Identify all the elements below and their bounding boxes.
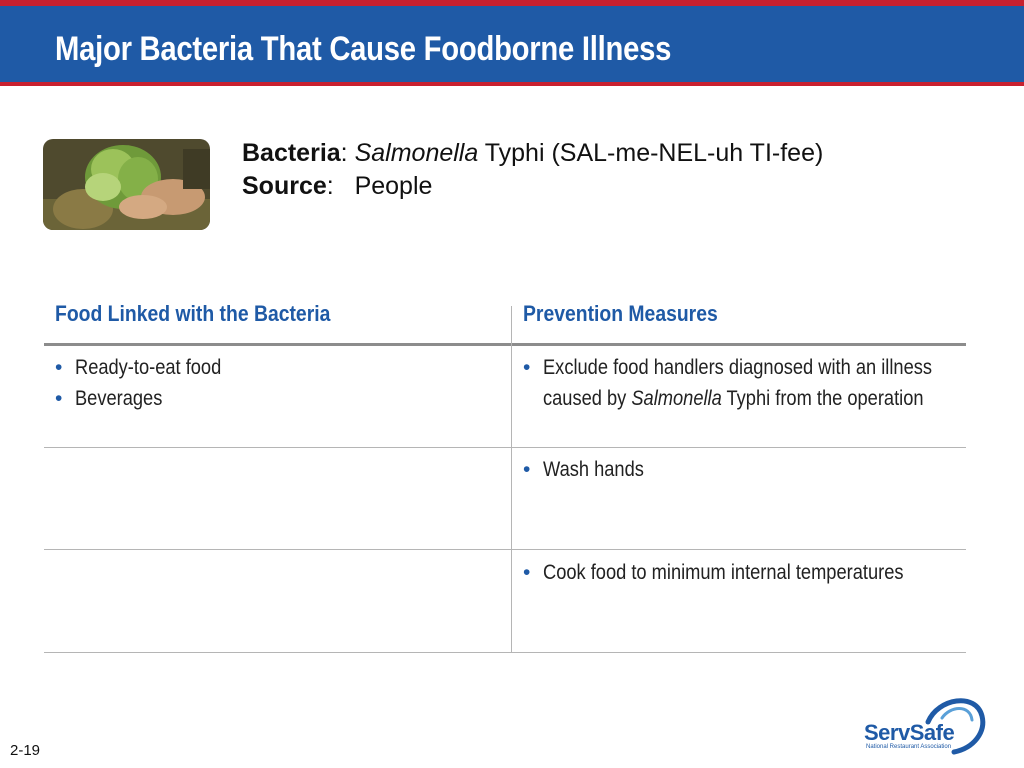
row-divider (44, 652, 966, 653)
food-item: Ready-to-eat food (75, 356, 222, 379)
logo-word-safe: Safe (909, 720, 955, 745)
bacteria-table (44, 298, 966, 653)
bacteria-line (242, 137, 823, 170)
bacteria-species: Typhi (SAL-me-NEL-uh TI-fee) (478, 139, 824, 167)
row-divider (44, 549, 966, 550)
logo-word-serv: Serv (864, 720, 910, 745)
prevention-cell (517, 454, 957, 485)
page-number: 2-19 (10, 742, 41, 759)
source-separator: : (326, 172, 355, 200)
prevention-item: Cook food to minimum internal temperatures (543, 561, 904, 584)
prevention-item: Wash hands (543, 458, 644, 481)
prevention-italic: Salmonella (631, 387, 722, 410)
lettuce-photo (43, 139, 210, 230)
prevention-cell (517, 352, 957, 414)
table-header-food: Food Linked with the Bacteria (55, 301, 331, 326)
source-line (242, 170, 823, 203)
logo-wordmark (864, 720, 954, 746)
list-item (517, 557, 957, 588)
logo-subtitle: National Restaurant Association (866, 744, 952, 750)
food-cell (49, 352, 489, 414)
list-item (49, 352, 489, 383)
prevention-text: Exclude food handlers diagnosed with an illness caused by (543, 356, 932, 410)
list-item (49, 383, 489, 414)
prevention-text-after: Typhi from the operation (721, 387, 924, 410)
title-bar (0, 0, 1024, 86)
list-item (517, 352, 957, 414)
bacteria-genus: Salmonella (354, 139, 479, 167)
bacteria-info (242, 137, 823, 203)
list-item (517, 454, 957, 485)
row-divider (44, 447, 966, 448)
slide-title: Major Bacteria That Cause Foodborne Illness (55, 30, 672, 68)
bacteria-label: Bacteria (242, 139, 341, 167)
food-item: Beverages (75, 387, 163, 410)
servsafe-logo (858, 692, 990, 758)
source-value: People (354, 172, 433, 200)
prevention-cell (517, 557, 957, 588)
bacteria-separator: : (340, 139, 355, 167)
header-divider (44, 343, 966, 346)
source-label: Source (242, 172, 327, 200)
prevention-item (543, 352, 952, 414)
table-header-prevention: Prevention Measures (523, 301, 718, 326)
